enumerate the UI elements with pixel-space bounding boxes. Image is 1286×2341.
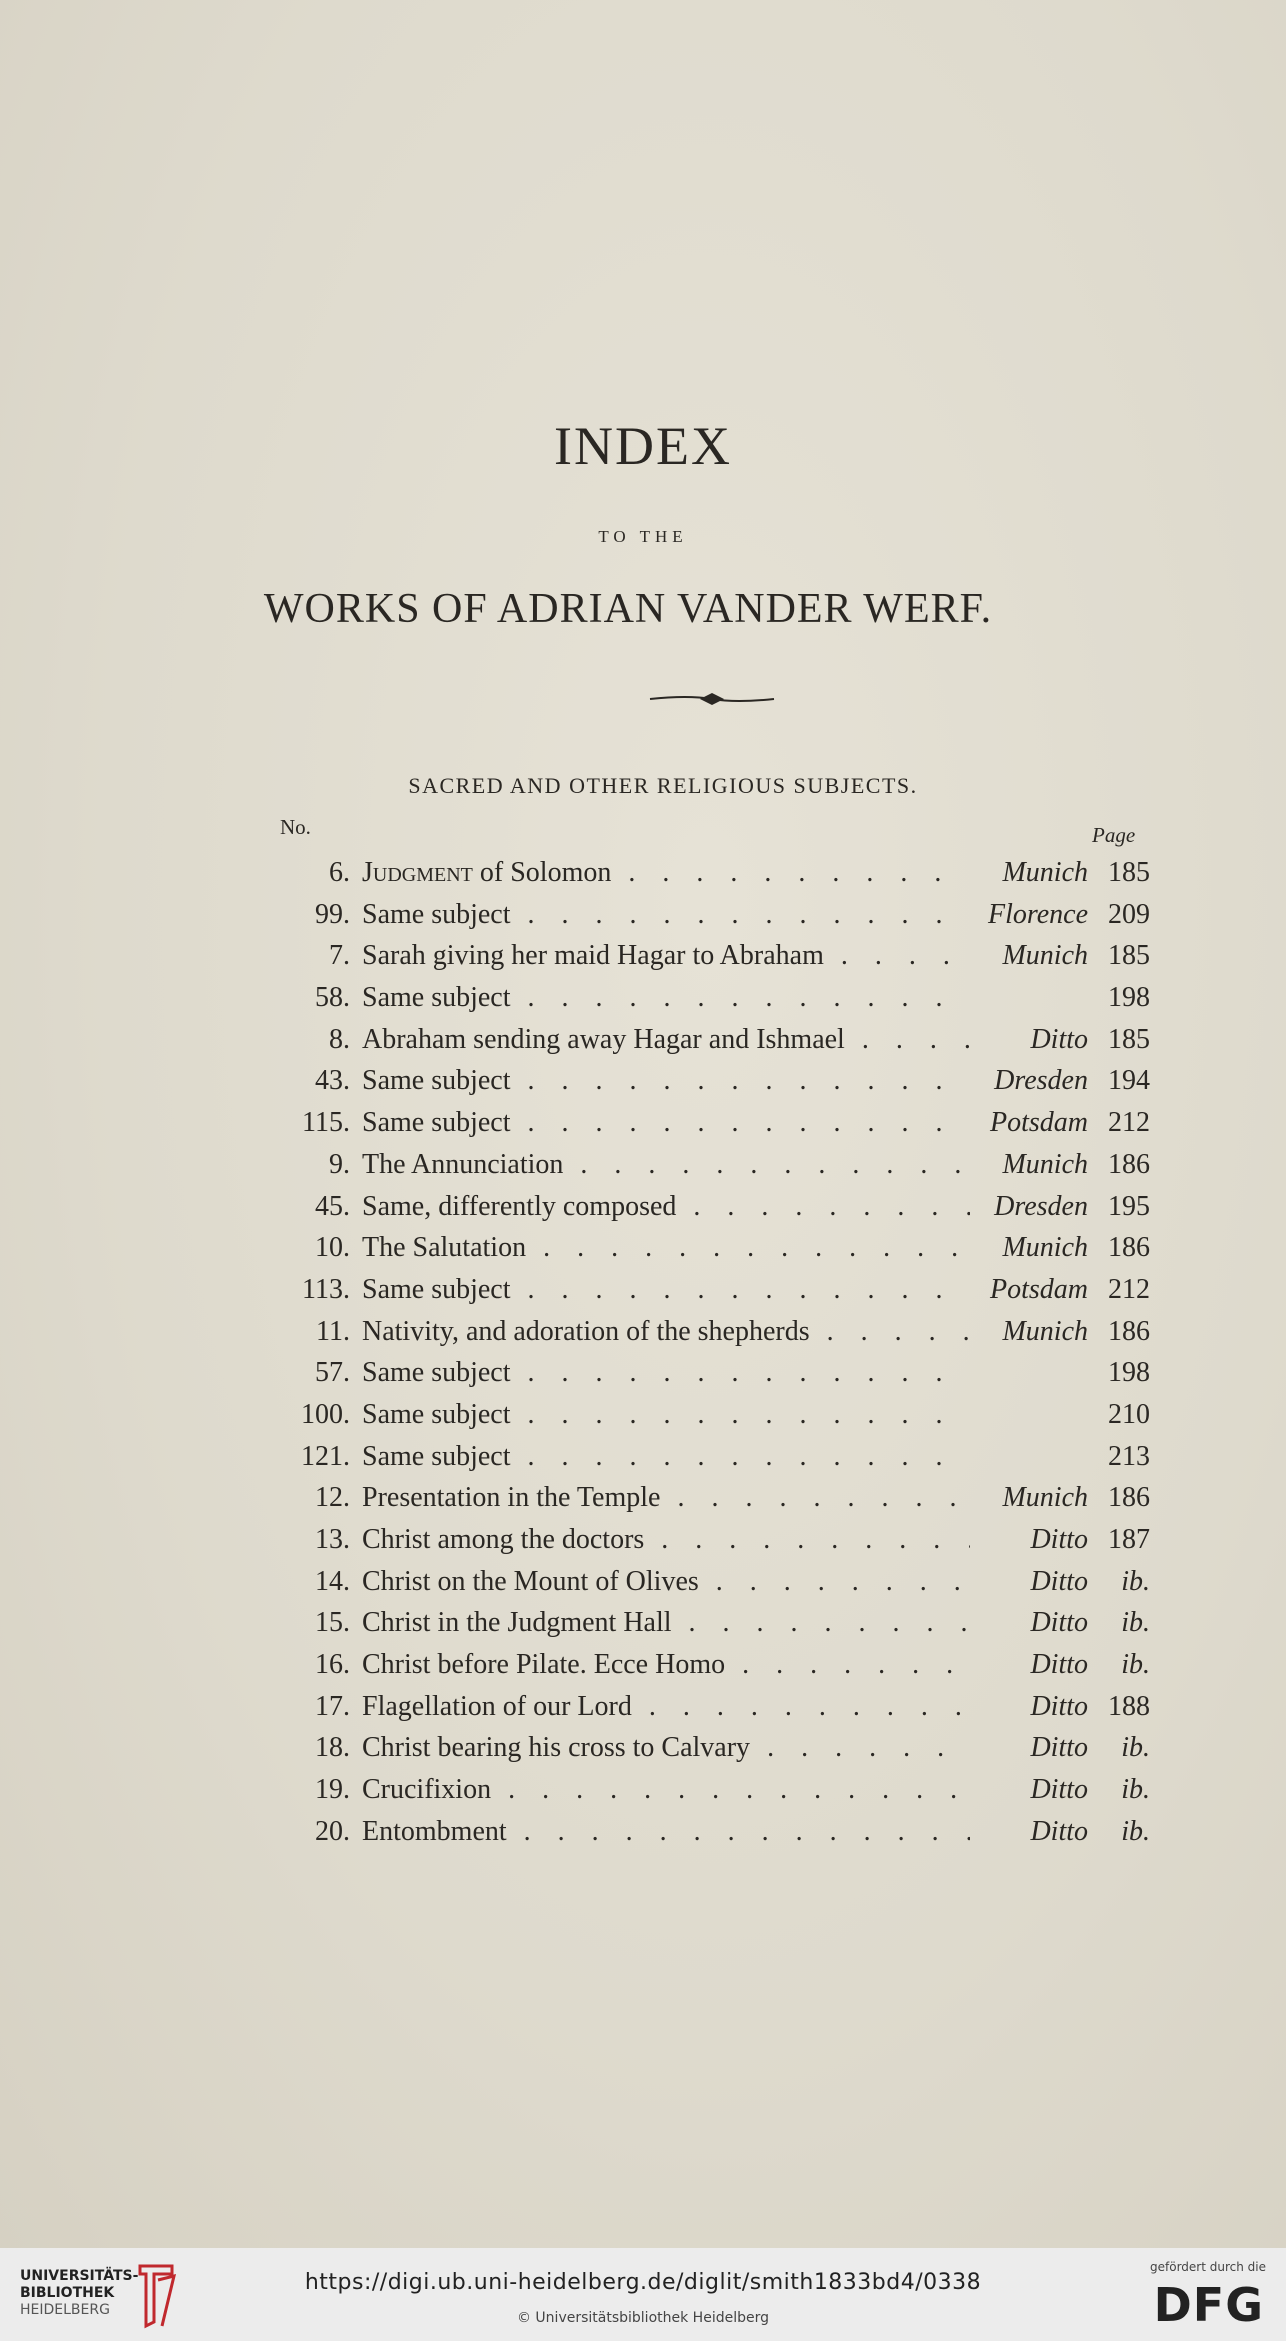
index-entries — [270, 852, 1150, 1853]
index-entry-row — [270, 1394, 1150, 1436]
entry-subject-text: Flagellation of our Lord — [362, 1690, 632, 1722]
entry-subject — [350, 935, 970, 977]
entry-number: 19. — [315, 1774, 350, 1806]
entry-subject — [350, 852, 970, 894]
entry-number: 17. — [315, 1690, 350, 1722]
entry-subject — [350, 1186, 970, 1228]
entry-number: 15. — [315, 1607, 350, 1639]
entry-location: Ditto — [1030, 1649, 1088, 1681]
entry-page: 195 — [1108, 1190, 1150, 1222]
index-entry-row — [270, 1644, 1150, 1686]
entry-subject — [350, 894, 970, 936]
entry-number: 100. — [301, 1398, 350, 1430]
entry-location: Ditto — [1030, 1815, 1088, 1847]
entry-subject — [350, 1769, 970, 1811]
entry-subject — [350, 1269, 970, 1311]
index-entry-row — [270, 1019, 1150, 1061]
entry-subject — [350, 1477, 970, 1519]
entry-page: 198 — [1108, 1357, 1150, 1389]
entry-number: 11. — [316, 1315, 350, 1347]
index-entry-row — [270, 1186, 1150, 1228]
entry-page: 188 — [1108, 1690, 1150, 1722]
entry-subject-text: Same subject — [362, 1398, 511, 1430]
entry-location: Dresden — [994, 1065, 1088, 1097]
entry-subject — [350, 1311, 970, 1353]
entry-subject — [350, 1102, 970, 1144]
entry-location: Ditto — [1030, 1732, 1088, 1764]
column-header-page: Page — [1092, 823, 1136, 847]
entry-subject — [350, 1727, 970, 1769]
entry-page: 186 — [1108, 1148, 1150, 1180]
entry-subject — [350, 1811, 970, 1853]
entry-subject-text: Christ among the doctors — [362, 1524, 645, 1555]
entry-number: 10. — [315, 1232, 350, 1264]
entry-subject-text: Nativity, and adoration of the shepherds — [362, 1315, 810, 1347]
index-entry-row — [270, 1352, 1150, 1394]
entry-page: 186 — [1108, 1482, 1150, 1514]
entry-number: 115. — [302, 1107, 350, 1139]
entry-location: Munich — [1002, 857, 1088, 888]
entry-subject — [350, 1561, 970, 1603]
entry-location: Munich — [1002, 1148, 1088, 1180]
entry-page: ib. — [1121, 1732, 1150, 1764]
entry-location: Potsdam — [990, 1273, 1088, 1305]
index-entry-row — [270, 1477, 1150, 1519]
entry-page: 210 — [1108, 1398, 1150, 1430]
index-entry-row — [270, 1686, 1150, 1728]
entry-page: 186 — [1108, 1232, 1150, 1264]
entry-number: 45. — [315, 1190, 350, 1222]
entry-number: 13. — [315, 1524, 350, 1555]
entry-number: 18. — [315, 1732, 350, 1764]
entry-page: 187 — [1108, 1524, 1150, 1555]
entry-page: ib. — [1121, 1649, 1150, 1681]
entry-location: Ditto — [1030, 1023, 1088, 1055]
entry-subject-text: Same subject — [362, 1065, 511, 1097]
entry-number: 57. — [315, 1357, 350, 1389]
index-entry-row — [270, 1436, 1150, 1478]
entry-page: 186 — [1108, 1315, 1150, 1347]
index-entry-row — [270, 977, 1150, 1019]
index-entry-row — [270, 1519, 1150, 1561]
entry-number: 8. — [329, 1023, 350, 1055]
entry-subject-text: Same subject — [362, 1440, 511, 1472]
index-entry-row — [270, 935, 1150, 977]
entry-subject-text: Crucifixion — [362, 1774, 492, 1806]
entry-location: Ditto — [1030, 1690, 1088, 1722]
index-entry-row — [270, 1144, 1150, 1186]
column-header-no: No. — [280, 815, 311, 839]
entry-number: 58. — [315, 982, 350, 1014]
entry-number: 7. — [329, 940, 350, 972]
index-entry-row — [270, 852, 1150, 894]
entry-subject — [350, 1686, 970, 1728]
index-entry-row — [270, 1811, 1150, 1853]
entry-subject-text: Christ bearing his cross to Calvary — [362, 1732, 751, 1764]
entry-number: 121. — [301, 1440, 350, 1472]
entry-location: Ditto — [1030, 1524, 1088, 1555]
entry-subject-text: Christ before Pilate. Ecce Homo — [362, 1649, 726, 1681]
index-entry-row — [270, 894, 1150, 936]
index-entry-row — [270, 1311, 1150, 1353]
entry-number: 20. — [315, 1815, 350, 1847]
entry-subject — [350, 1227, 970, 1269]
entry-subject-text: The Salutation — [362, 1232, 527, 1264]
entry-number: 113. — [302, 1273, 350, 1305]
index-entry-row — [270, 1561, 1150, 1603]
entry-subject-text: The Annunciation — [362, 1148, 564, 1180]
entry-number: 14. — [315, 1565, 350, 1597]
entry-page: 185 — [1108, 940, 1150, 972]
entry-page: 213 — [1108, 1440, 1150, 1472]
entry-subject — [350, 1060, 970, 1102]
entry-location: Ditto — [1030, 1607, 1088, 1639]
page-subtitle: WORKS OF ADRIAN VANDER WERF. — [263, 586, 993, 632]
index-entry-row — [270, 1602, 1150, 1644]
entry-page: 194 — [1108, 1065, 1150, 1097]
entry-page: ib. — [1121, 1774, 1150, 1806]
entry-subject — [350, 1394, 970, 1436]
entry-subject-text: Presentation in the Temple — [362, 1482, 661, 1514]
section-title: SACRED AND OTHER RELIGIOUS SUBJECTS. — [408, 773, 918, 798]
entry-location: Florence — [987, 898, 1088, 930]
index-entry-row — [270, 1269, 1150, 1311]
entry-subject — [350, 977, 970, 1019]
entry-subject — [350, 1519, 970, 1561]
entry-page: 185 — [1108, 1023, 1150, 1055]
source-url-link[interactable]: https://digi.ub.uni-heidelberg.de/diglit/smith1833bd4/0338 — [304, 2270, 982, 2295]
entry-subject-text: Same, differently composed — [362, 1190, 677, 1222]
library-logo-text: UNIVERSITÄTS- BIBLIOTHEK HEIDELBERG — [20, 2268, 139, 2318]
entry-page: ib. — [1121, 1815, 1150, 1847]
entry-subject — [350, 1144, 970, 1186]
entry-location: Munich — [1002, 1315, 1088, 1347]
entry-subject — [350, 1019, 970, 1061]
index-entry-row — [270, 1769, 1150, 1811]
entry-number: 99. — [315, 898, 350, 930]
entry-subject — [350, 1602, 970, 1644]
entry-subject-text: Same subject — [362, 982, 511, 1014]
copyright-text: © Universitätsbibliothek Heidelberg — [516, 2310, 769, 2326]
entry-subject-text: Same subject — [362, 1107, 511, 1139]
funding-note: gefördert durch die — [1150, 2260, 1266, 2274]
entry-location: Munich — [1002, 940, 1088, 972]
index-entry-row — [270, 1102, 1150, 1144]
entry-subject-lead: Judgment — [362, 857, 473, 888]
entry-subject-text: Abraham sending away Hagar and Ishmael — [362, 1023, 845, 1055]
index-entry-row — [270, 1727, 1150, 1769]
entry-number: 6. — [329, 857, 350, 888]
entry-page: 212 — [1108, 1273, 1150, 1305]
dfg-logo: DFG — [1153, 2278, 1264, 2332]
entry-subject-text: Entombment — [362, 1815, 507, 1847]
entry-page: 185 — [1108, 857, 1150, 888]
entry-subject — [350, 1352, 970, 1394]
index-entry-row — [270, 1227, 1150, 1269]
entry-subject-text: Same subject — [362, 1273, 511, 1305]
entry-subject-text: Same subject — [362, 898, 511, 930]
footer-bar — [0, 2248, 1286, 2341]
title-connector: TO THE — [598, 527, 688, 546]
entry-number: 43. — [315, 1065, 350, 1097]
entry-page: 198 — [1108, 982, 1150, 1014]
entry-number: 12. — [315, 1482, 350, 1514]
entry-subject-text: of Solomon — [472, 857, 612, 888]
ornament-divider-icon — [648, 688, 776, 710]
entry-subject-text: Sarah giving her maid Hagar to Abraham — [362, 940, 824, 972]
entry-subject-text: Christ in the Judgment Hall — [362, 1607, 672, 1639]
index-entry-row — [270, 1060, 1150, 1102]
entry-location: Munich — [1002, 1482, 1088, 1514]
entry-location: Ditto — [1030, 1774, 1088, 1806]
entry-page: 209 — [1108, 898, 1150, 930]
entry-location: Ditto — [1030, 1565, 1088, 1597]
entry-page: ib. — [1121, 1607, 1150, 1639]
entry-page: ib. — [1121, 1565, 1150, 1597]
entry-subject-text: Same subject — [362, 1357, 511, 1389]
entry-number: 16. — [315, 1649, 350, 1681]
entry-number: 9. — [329, 1148, 350, 1180]
entry-page: 212 — [1108, 1107, 1150, 1139]
entry-subject-text: Christ on the Mount of Olives — [362, 1565, 699, 1597]
entry-location: Potsdam — [990, 1107, 1088, 1139]
entry-subject — [350, 1644, 970, 1686]
entry-location: Munich — [1002, 1232, 1088, 1264]
page-title: INDEX — [554, 416, 732, 476]
entry-subject — [350, 1436, 970, 1478]
entry-location: Dresden — [994, 1190, 1088, 1222]
